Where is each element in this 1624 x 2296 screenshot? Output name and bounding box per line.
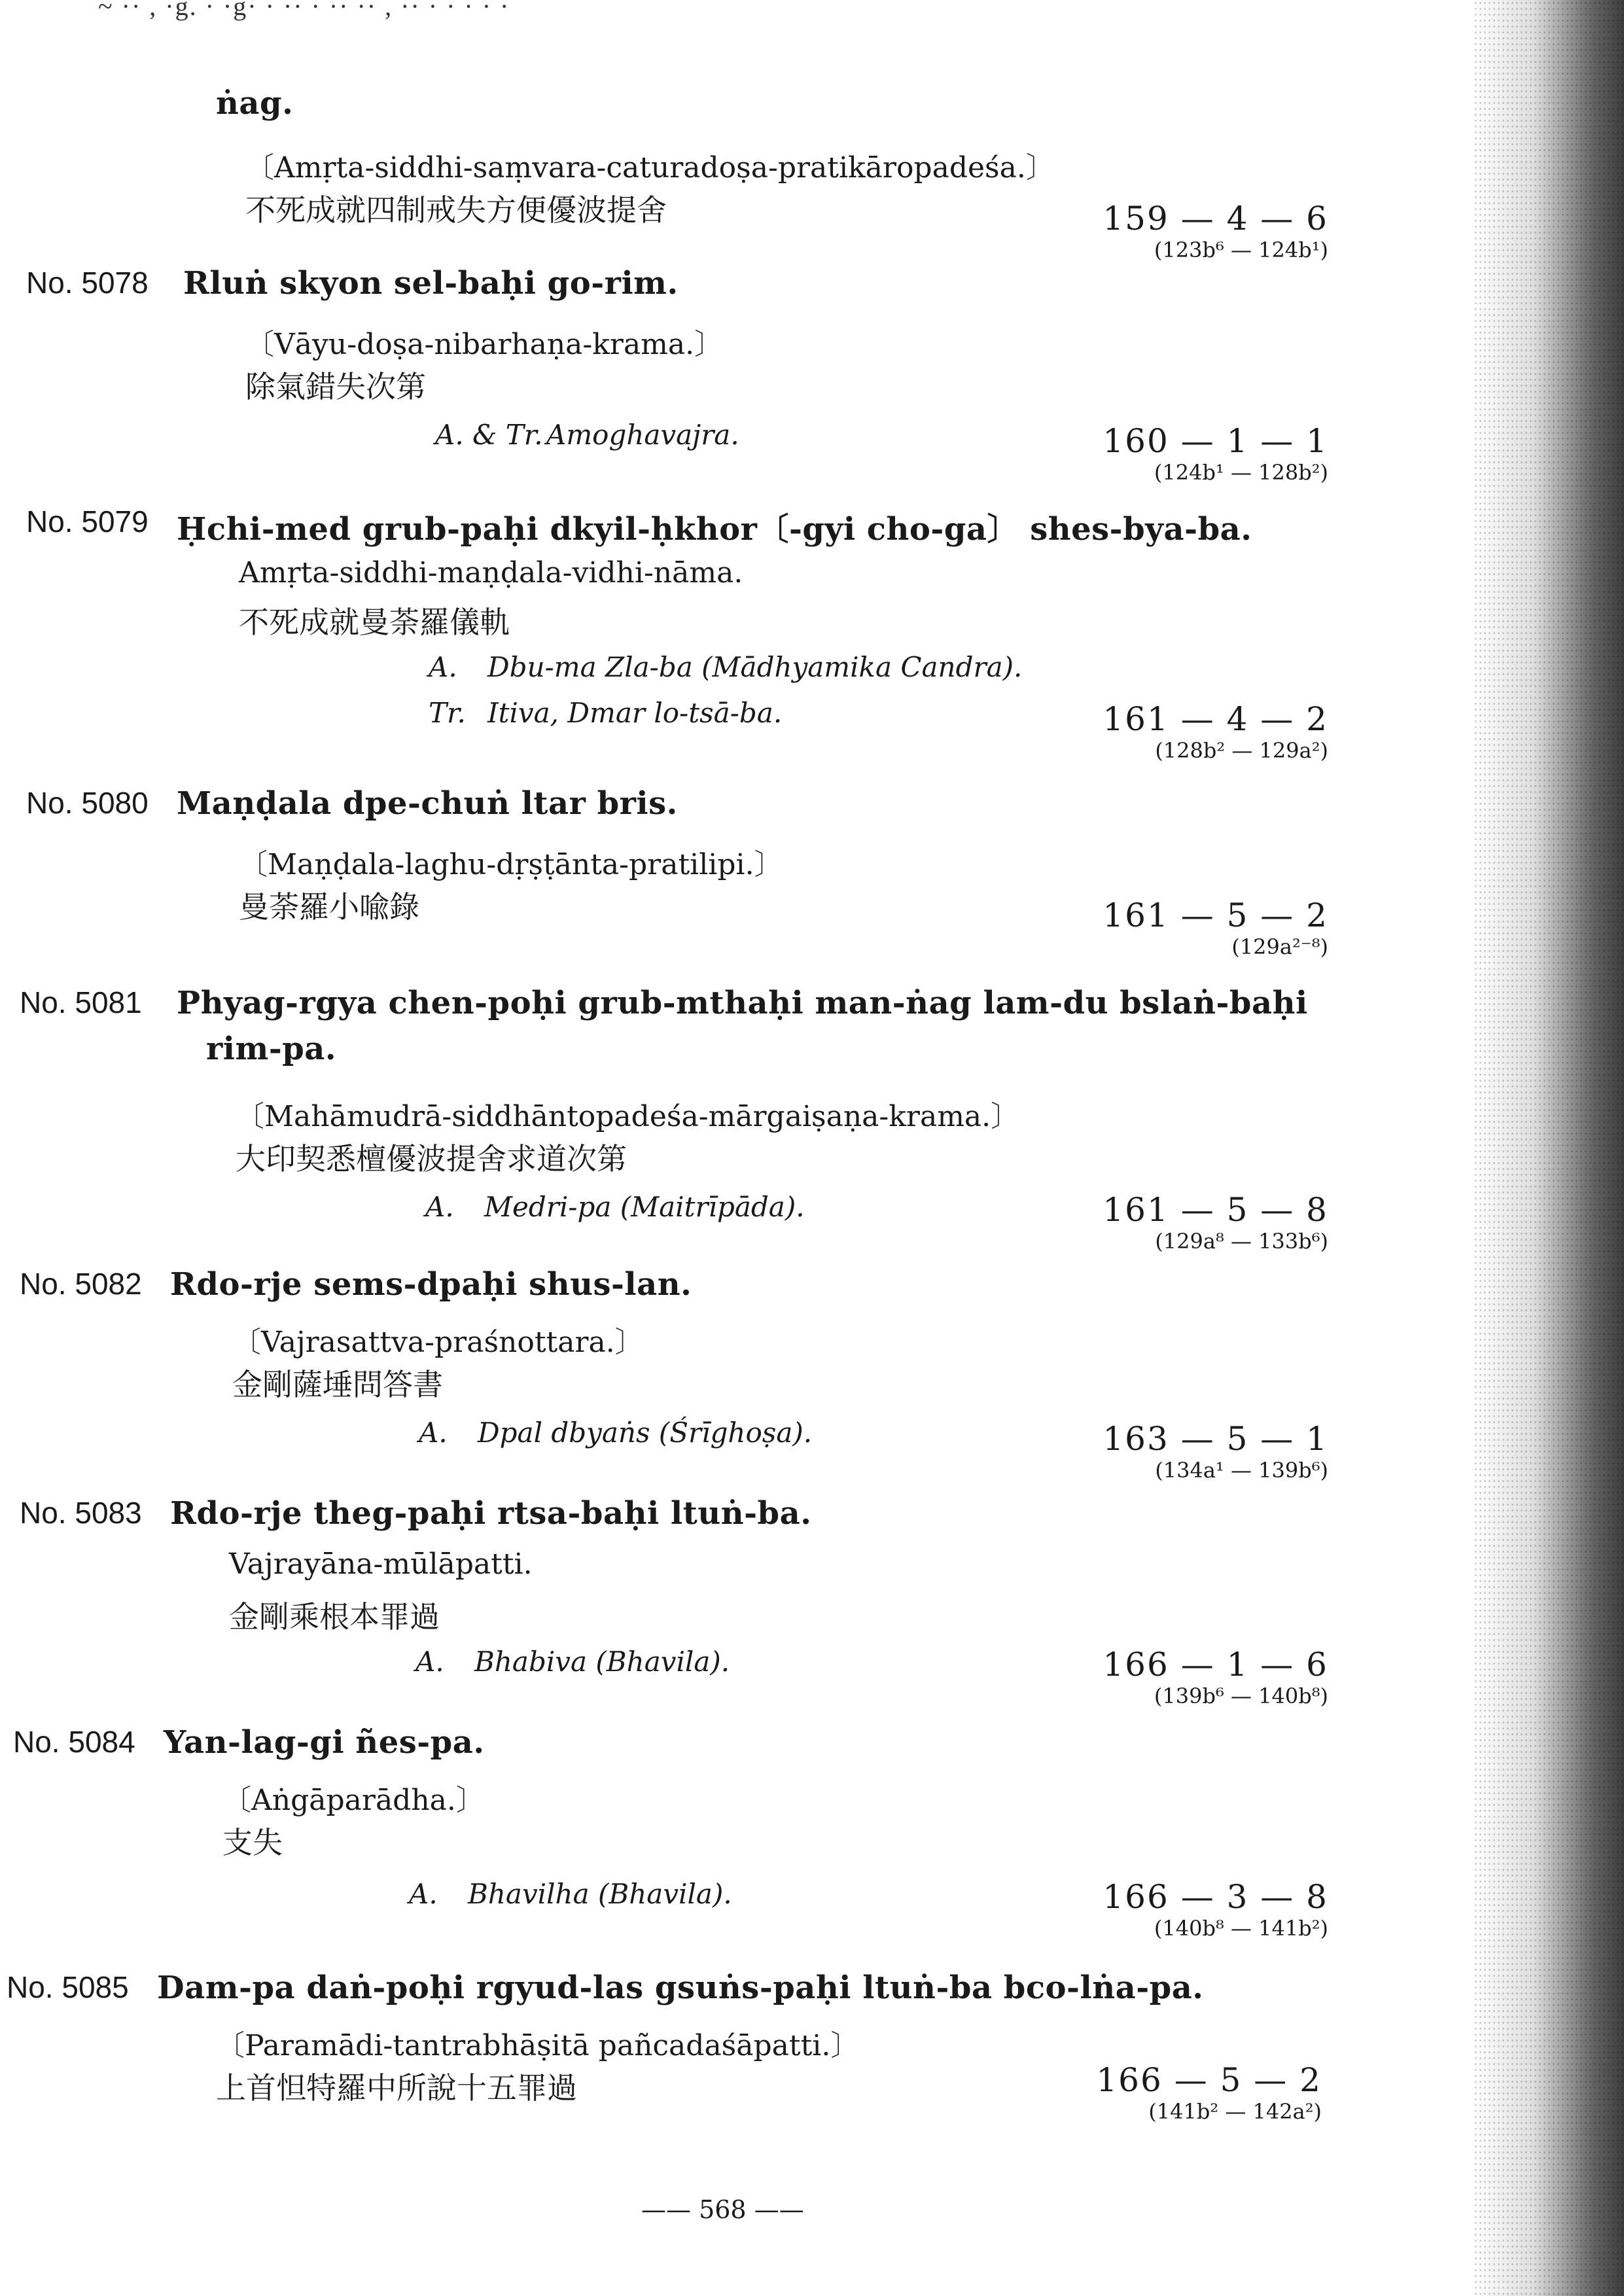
author-line — [415, 1646, 730, 1678]
reference — [1103, 1878, 1328, 1941]
sanskrit-title: Amṛta-siddhi-maṇḍala-vidhi-nāma. — [239, 556, 743, 590]
reference — [1103, 200, 1328, 262]
reference-folio: (129a²⁻⁸) — [1231, 934, 1328, 959]
author-name: Medri-pa (Maitrīpāda). — [484, 1191, 805, 1223]
reference-volume-page: 166 — 1 — 6 — [1103, 1646, 1328, 1684]
author-role: A. — [409, 1878, 438, 1910]
sanskrit-title: 〔Vāyu-doṣa-nibarhaṇa-krama.〕 — [245, 328, 724, 361]
author-line — [435, 419, 739, 451]
author-role: A. — [425, 1191, 454, 1223]
entry-title: Rluṅ skyon sel-baḥi go-rim. — [183, 265, 679, 302]
entry-number: No. 5084 — [13, 1725, 135, 1759]
sanskrit-title: 〔Maṇḍala-laghu-dṛṣṭānta-pratilipi.〕 — [239, 848, 783, 881]
reference-volume-page: 166 — 3 — 8 — [1103, 1878, 1328, 1916]
author-role: A. — [419, 1417, 448, 1449]
author-line — [425, 1191, 805, 1223]
cropped-running-header: ~ ·· , ·g. · ·g· · ·· · ·· ·· , ·· · · · · · — [98, 0, 510, 21]
book-binding-shadow — [1474, 0, 1624, 2296]
reference-volume-page: 161 — 5 — 2 — [1103, 896, 1328, 934]
reference-volume-page: 161 — 4 — 2 — [1103, 700, 1328, 738]
entry-title: Phyag-rgya chen-poḥi grub-mthaḥi man-ṅag lam-du bslaṅ-baḥi — [177, 985, 1308, 1021]
author-name: Dbu-ma Zla-ba (Mādhyamika Candra). — [487, 651, 1023, 683]
entry-title: Rdo-rje theg-paḥi rtsa-baḥi ltuṅ-ba. — [170, 1495, 812, 1532]
entry-number: No. 5085 — [7, 1970, 129, 2004]
sanskrit-title: 〔Mahāmudrā-siddhāntopadeśa-mārgaiṣaṇa-krama.〕 — [236, 1100, 1020, 1133]
reference — [1096, 2061, 1322, 2124]
entry-title: Maṇḍala dpe-chuṅ ltar bris. — [177, 785, 678, 822]
entry-title: Dam-pa daṅ-poḥi rgyud-las gsuṅs-paḥi ltuṅ-ba bco-lṅa-pa. — [157, 1969, 1204, 2006]
reference-folio: (141b² — 142a²) — [1148, 2099, 1322, 2124]
author-role: A. & Tr. — [435, 419, 543, 451]
chinese-title: 上首怛特羅中所說十五罪過 — [216, 2070, 577, 2106]
author-line — [419, 1417, 812, 1449]
sanskrit-title: 〔Vajrasattva-praśnottara.〕 — [232, 1326, 644, 1359]
author-name: Amoghavajra. — [546, 419, 739, 451]
chinese-title: 大印契悉檀優波提舍求道次第 — [236, 1141, 627, 1176]
author-line — [429, 651, 1022, 683]
reference-folio: (140b⁸ — 141b²) — [1154, 1916, 1328, 1941]
author-role: Tr. — [429, 697, 466, 729]
sanskrit-title: 〔Aṅgāparādha.〕 — [222, 1784, 485, 1817]
reference-volume-page: 160 — 1 — 1 — [1103, 422, 1328, 460]
reference — [1103, 700, 1328, 763]
chinese-title: 不死成就四制戒失方便優波提舍 — [245, 192, 667, 228]
entry-title: Yan-lag-gi ñes-pa. — [164, 1724, 485, 1761]
entry-number: No. 5081 — [20, 985, 142, 1019]
page-number: —— 568 —— — [641, 2195, 804, 2224]
reference — [1103, 1646, 1328, 1708]
reference — [1103, 422, 1328, 485]
entry-number: No. 5083 — [20, 1496, 142, 1530]
reference-volume-page: 159 — 4 — 6 — [1103, 200, 1328, 238]
author-role: A. — [415, 1646, 444, 1678]
entry-title: Ḥchi-med grub-paḥi dkyil-ḥkhor〔-gyi cho-ga〕 shes-bya-ba. — [177, 511, 1252, 548]
entry-title: Rdo-rje sems-dpaḥi shus-lan. — [170, 1266, 692, 1303]
entry-number: No. 5079 — [26, 504, 149, 539]
reference-folio: (139b⁶ — 140b⁸) — [1154, 1684, 1328, 1708]
chinese-title: 金剛乘根本罪過 — [229, 1599, 440, 1634]
author-role: A. — [429, 651, 457, 683]
entry-number: No. 5080 — [26, 786, 149, 820]
author-line — [429, 697, 782, 729]
author-name: Bhavilha (Bhavila). — [468, 1878, 732, 1910]
entry-title-continued: rim-pa. — [206, 1031, 337, 1067]
sanskrit-title: Vajrayāna-mūlāpatti. — [229, 1547, 533, 1581]
reference-volume-page: 163 — 5 — 1 — [1103, 1420, 1328, 1458]
entry-title: ṅag. — [216, 85, 294, 122]
author-line — [409, 1878, 732, 1910]
author-name: Bhabiva (Bhavila). — [474, 1646, 730, 1678]
sanskrit-title: 〔Amṛta-siddhi-saṃvara-caturadoṣa-pratikāropadeśa.〕 — [245, 151, 1055, 185]
reference-folio: (134a¹ — 139b⁶) — [1155, 1458, 1328, 1483]
entry-number: No. 5082 — [20, 1267, 142, 1301]
author-name: Dpal dbyaṅs (Śrīghoṣa). — [478, 1417, 813, 1449]
author-name: Itiva, Dmar lo-tsā-ba. — [487, 697, 783, 729]
reference — [1103, 1420, 1328, 1483]
chinese-title: 除氣錯失次第 — [245, 369, 426, 404]
chinese-title: 曼荼羅小喩錄 — [239, 889, 419, 925]
reference-folio: (129a⁸ — 133b⁶) — [1155, 1229, 1328, 1254]
chinese-title: 金剛薩埵問答書 — [232, 1367, 443, 1402]
entry-number: No. 5078 — [26, 266, 149, 300]
reference-folio: (124b¹ — 128b²) — [1154, 460, 1328, 485]
reference-folio: (128b² — 129a²) — [1155, 738, 1328, 763]
reference-volume-page: 166 — 5 — 2 — [1096, 2061, 1322, 2099]
reference-folio: (123b⁶ — 124b¹) — [1154, 238, 1328, 262]
sanskrit-title: 〔Paramādi-tantrabhāṣitā pañcadaśāpatti.〕 — [216, 2029, 860, 2062]
reference — [1103, 896, 1328, 959]
reference — [1103, 1191, 1328, 1254]
chinese-title: 不死成就曼荼羅儀軌 — [239, 605, 510, 640]
reference-volume-page: 161 — 5 — 8 — [1103, 1191, 1328, 1229]
chinese-title: 支失 — [222, 1825, 283, 1860]
